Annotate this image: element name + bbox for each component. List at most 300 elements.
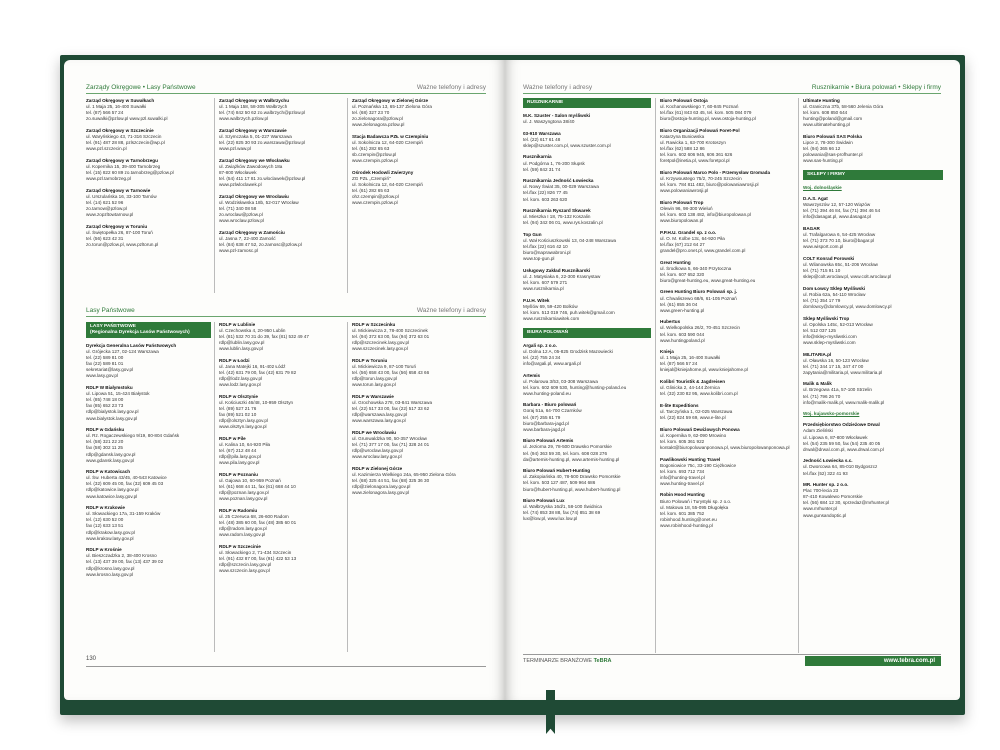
entry-line: tel. (71) 344 17 15, 347 47 00	[803, 363, 864, 369]
entry-title: RDLP w Krośnie	[86, 547, 122, 553]
column-divider	[347, 322, 348, 652]
directory-entry	[803, 256, 943, 280]
entry-line: Plac 700-lecia 23	[803, 488, 839, 494]
entry-line: ul. Kazimierza Wielkiego 24a, 65-950 Zielona Góra	[352, 471, 456, 477]
entry-line: ul. Mickiewicza 9, 87-100 Toruń	[352, 364, 417, 370]
column-divider	[798, 98, 799, 653]
entry-line: ul. Dolna 12 A, 05-825 Grodzisk Mazowiecki	[523, 348, 613, 354]
entry-title: Zarząd Okręgowy w Wałbrzychu	[219, 98, 290, 103]
entry-line: www.zielonagora.pzlow.pl	[352, 122, 405, 128]
entry-line: tel. kom. 603 138 482, info@biuropolowan.pl	[660, 212, 751, 217]
directory-entry	[86, 505, 211, 542]
entry-line: rdlp@szczecinek.lasy.gov.pl	[352, 340, 410, 346]
entry-line: fax (85) 652 23 73	[86, 403, 124, 409]
entry-line: ul. Podgórna 1, 76-200 Słupsk	[523, 160, 585, 166]
left-top-column-3	[352, 98, 487, 212]
entry-title: M.K. Szuster - Salon myśliwski	[523, 113, 591, 118]
entry-line: 87-800 Włocławek	[219, 169, 257, 175]
entry-line: tel. kom. 607 579 271	[523, 280, 568, 286]
entry-line: ul. Mieszka I 18, 75-132 Koszalin	[523, 214, 591, 220]
entry-line: kniejal@kniejahome.pl, www.kniejahome.pl	[660, 367, 748, 373]
entry-line: Olewin 96, 98-300 Wieluń	[660, 205, 713, 211]
entry-title: RDLP w Lublinie	[219, 322, 256, 327]
entry-line: tel. (12) 630 52 00	[86, 517, 124, 523]
entry-line: www.sas-hunting.pl	[803, 158, 843, 164]
right-footer-rule	[523, 654, 941, 655]
entry-line: tel. kom. 602 606 945, 606 361 626	[660, 152, 733, 158]
entry-line: tel. (32) 609 45 00, fax (32) 609 45 03	[86, 481, 164, 487]
column-divider	[214, 98, 215, 293]
entry-line: zo.zielonagora@pzlow.pl	[352, 116, 403, 122]
directory-entry	[523, 232, 651, 262]
entry-line: ul. Oławska 16, 50-123 Wrocław	[803, 357, 869, 363]
entry-line: ul. Dworcowa 64, 85-010 Bydgoszcz	[803, 464, 878, 470]
entry-line: ul. Zakopiańska 40, 78-500 Drawsko Pomorskie	[523, 474, 621, 480]
entry-line: tel. kom. 603 263 620	[523, 196, 568, 202]
entry-line: ul. Trafalgarowa 6, 54-425 Wrocław	[803, 232, 876, 237]
entry-line: ul. Szymczaka 5, 01-227 Warszawa	[219, 133, 292, 139]
footer-url: www.tebra.com.pl	[883, 658, 935, 664]
entry-line: tel. (58) 321 22 20	[86, 439, 124, 445]
entry-line: fax (58) 302 11 25	[86, 445, 123, 451]
directory-entry	[660, 457, 795, 487]
entry-line: tel. (87) 566 57 24	[660, 361, 698, 367]
entry-title: Usługowy Zakład Rusznikarski	[523, 267, 591, 273]
entry-line: www.top-gun.pl	[523, 256, 555, 262]
entry-title: Malik & Malik	[803, 381, 832, 387]
footer-url-bar	[805, 656, 941, 666]
entry-line: www.huntingpoland.pl	[660, 337, 705, 343]
entry-title: Argali sp. z o.o.	[523, 342, 557, 348]
entry-line: ul. Wilanowska 65c, 51-206 Wrocław	[803, 261, 878, 267]
entry-line: www.torun.lasy.gov.pl	[352, 382, 396, 388]
entry-line: tel. (22) 825 30 93 zo.warszawa@pzlow.pl	[219, 140, 306, 146]
entry-title: RDLP w Zielonej Górze	[352, 465, 403, 471]
directory-entry	[803, 286, 943, 310]
directory-entry	[523, 468, 651, 492]
entry-line: Goraj 51a, 64-700 Czarnków	[523, 408, 582, 414]
entry-line: tel. (54) 235 59 50, fax (54) 235 40 05	[803, 440, 881, 446]
entry-line: info@dasagat.pl, www.dasagat.pl	[803, 214, 871, 220]
directory-entry	[523, 113, 651, 125]
entry-line: ul. Kochanowskiego 7, 60-845 Poznań	[660, 104, 739, 110]
left-bottom-column-2	[219, 322, 344, 580]
entry-line: foretpol@inetia.pl, www.foretpol.pl	[660, 158, 730, 164]
directory-entry	[219, 98, 344, 122]
entry-title: Zarząd Okręgowy we Włocławku	[219, 157, 290, 163]
entry-line: tel. kom. 607 652 320	[660, 271, 705, 277]
entry-line: ul. Grójecka 127, 02-124 Warszawa	[86, 349, 159, 355]
directory-entry	[523, 343, 651, 367]
left-bottom-column-1-entries	[86, 343, 211, 578]
entry-line: www.poznan.lasy.gov.pl	[219, 496, 268, 502]
hunting-offices-entries	[803, 98, 943, 164]
entry-line: tel. (68) 327 23 70	[352, 110, 390, 116]
entry-line: tel. (22) 517 33 00, fax (22) 517 33 62	[352, 406, 430, 412]
entry-line: Lipce 2, 78-300 Świdwin	[803, 140, 853, 146]
entry-title: E-lite Expeditions	[660, 402, 699, 408]
entry-line: tel. kom. 513 019 746, puh.witek@gmail.com	[523, 309, 615, 315]
entry-line: www.wroclaw.lasy.gov.pl	[352, 454, 402, 460]
left-header-right: Ważne telefony i adresy	[416, 84, 486, 91]
entry-line: tel. (85) 748 18 00	[86, 397, 124, 403]
entry-title: D.A.S. Agat	[803, 196, 828, 202]
entry-title: RDLP we Wrocławiu	[352, 429, 396, 435]
entry-line: tel. 512 037 125	[803, 327, 836, 333]
directory-entry	[352, 170, 487, 207]
entry-line: tel. (67) 212 48 44	[219, 448, 257, 454]
directory-entry	[660, 170, 795, 194]
entry-title: Zarząd Okręgowy we Wrocławiu	[219, 193, 289, 199]
directory-entry	[803, 422, 943, 452]
entry-line: tel. kom. 601 385 752	[660, 510, 705, 516]
directory-entry	[86, 547, 211, 577]
entry-title: RDLP w Pile	[219, 436, 246, 441]
entry-title: RDLP w Olsztynie	[219, 393, 258, 399]
entry-line: www.zopzltowtarnow.pl	[86, 212, 134, 217]
section-title-lasy: Lasy Państwowe	[86, 307, 135, 314]
entry-line: biuro@barbara-jagd.pl	[523, 420, 569, 426]
entry-line: www.hunting-travel.pl	[660, 480, 704, 486]
entry-line: info@hunting-travel.pl	[660, 474, 705, 480]
entry-line: tel./fax (22) 826 77 45	[523, 190, 568, 196]
entry-line: rdlp@wroclaw.lasy.gov.pl	[352, 448, 403, 454]
entry-line: ul. Chwaliszewo 68/6, 61-105 Poznań	[660, 295, 737, 301]
entry-line: ul. Opolska 145c, 52-013 Wrocław	[803, 321, 873, 327]
entry-line: ul. Sokolnicza 12, 64-020 Czempiń	[352, 140, 423, 146]
entry-line: tel. (48) 385 60 00, fax (48) 385 60 01	[219, 520, 297, 526]
entry-line: ul. Rawicka 1, 63-700 Krotoszyn	[660, 140, 726, 146]
entry-line: ul. Rz. Rogaczewskiego 9/19, 80-804 Gdańsk	[86, 433, 180, 439]
entry-line: www.green-hunting.pl	[660, 307, 705, 313]
entry-line: lux@low.pl, www.lux.low.pl	[523, 516, 578, 522]
entry-title: Barbara - Biuro polowań	[523, 402, 577, 408]
entry-line: www.gunsandoptic.pl	[803, 512, 847, 518]
directory-entry	[803, 458, 943, 476]
entry-title: Stacja Badawcza PZŁ w Czempiniu	[352, 133, 429, 139]
entry-title: Green Hunting Biuro Polowań sp. j.	[660, 289, 738, 295]
entry-title: Pawlikowski Hunting Travel	[660, 456, 721, 462]
directory-entry	[523, 131, 651, 149]
entry-line: tel./fax (52) 322 41 93	[803, 470, 848, 476]
entry-title: Knieja	[660, 349, 674, 355]
entry-line: tel. (14) 621 52 96	[86, 199, 124, 205]
directory-entry	[86, 469, 211, 499]
entry-line: ul. Kalina 10, 64-920 Piła	[219, 442, 271, 448]
entry-line: tel. kom. 784 811 482, biuro@polowaniawrosji.pl	[660, 182, 759, 188]
box-label-2: (Regionalna Dyrekcja Lasów Państwowych)	[90, 330, 190, 335]
entry-line: 87-410 Kowalewo Pomorskie	[803, 494, 863, 500]
entry-line: ul. Lipowa 6, 87-800 Włocławek	[803, 434, 868, 440]
entry-line: tel. (71) 354 17 79	[803, 297, 841, 303]
entry-line: tel. (54) 411 17 81 zo.wloclawek@pzlow.pl	[219, 176, 306, 182]
entry-line: ul. Krzywoustego 75/2, 70-245 Szczecin	[660, 176, 742, 182]
rusznikarnie-box: RUSZNIKARNIE	[523, 98, 651, 108]
entry-title: Zarząd Okręgowy w Zielonej Górze	[352, 98, 429, 103]
entry-title: Zarząd Okręgowy w Tarnobrzegu	[86, 157, 158, 163]
entry-line: biuro@ostoja-hunting.pl, www.ostoja-hunting.pl	[660, 116, 756, 122]
right-header-left: Ważne telefony i adresy	[523, 84, 593, 91]
directory-entry	[352, 98, 487, 128]
entry-line: rdlp@warszawa.lasy.gov.pl	[352, 412, 408, 418]
entry-line: tel. (91) 487 28 88, pzlszczecin@wp.pl	[86, 140, 165, 146]
publisher-footer	[523, 658, 612, 664]
entry-line: tel. (94) 342 06 01, www.rys.koszalin.pl	[523, 220, 603, 226]
entry-title: MR. Hunter sp. z o.o.	[803, 482, 849, 488]
entry-line: Myślów 69, 59-420 Bolków	[523, 303, 578, 309]
entry-line: rdlp@gdansk.lasy.gov.pl	[86, 451, 136, 457]
entry-line: robinhood.hunting@onet.eu	[660, 516, 717, 522]
right-header	[523, 83, 941, 93]
entry-title: Great Hunting	[660, 259, 691, 265]
directory-entry	[352, 134, 487, 164]
entry-line: tel. (71) 373 70 10, biuro@bagar.pl	[803, 238, 875, 244]
entry-line: tel. (61) 855 36 04	[660, 301, 698, 307]
entry-line: info@argali.pl, www.argali.pl	[523, 360, 581, 366]
entry-line: tel. (59) 842 31 74	[523, 166, 561, 172]
directory-entry	[523, 298, 651, 322]
entry-title: Biuro Polowań Ostoja	[660, 98, 708, 103]
entry-line: tel. (22) 755 24 34	[523, 354, 561, 360]
entry-line: www.olsztyn.lasy.gov.pl	[219, 424, 267, 430]
entry-line: tel. (61) 282 65 63	[352, 146, 390, 152]
entry-line: biuro@naprawabroni.pl	[523, 250, 571, 256]
entry-line: www.katowice.lasy.gov.pl	[86, 493, 138, 499]
entry-line: www.czempin.pzlow.pl	[352, 158, 398, 164]
entry-line: ul. Kopernika 15, 39-400 Tarnobrzeg	[86, 163, 161, 169]
directory-entry	[523, 154, 651, 172]
entry-line: ul. Jana Matejki 16, 91-402 Łódź	[219, 364, 286, 370]
entry-line: tel. (91) 432 87 00, fax (91) 422 53 13	[219, 556, 297, 562]
directory-entry	[660, 427, 795, 451]
directory-entry	[523, 268, 651, 292]
region-dolnoslaskie: Woj. dolnośląskie	[803, 184, 842, 190]
entry-line: biuro@hubert-hunting.pl, www.hubert-hunting.pl	[523, 486, 621, 492]
entry-title: Biuro Organizacji Polowań Foret-Pol	[660, 127, 740, 133]
kujawsko-pomorskie-entries	[803, 422, 943, 518]
directory-entry	[803, 316, 943, 346]
entry-line: tel./fax (22) 616 42 10	[523, 244, 568, 250]
entry-line: domlowcy@domlowcy.pl, www.domlowcy.pl	[803, 303, 892, 309]
entry-line: ZG PZŁ „Czempiń"	[352, 176, 391, 182]
directory-entry	[660, 349, 795, 373]
entry-line: www.ultimatehunting.pl	[803, 122, 850, 128]
right-column-3	[803, 98, 943, 524]
entry-line: ul. 1 Maja 158, 58-305 Wałbrzych	[219, 104, 288, 110]
left-bottom-column-3	[352, 322, 492, 502]
entry-line: www.bialystok.lasy.gov.pl	[86, 415, 138, 421]
sklepy-i-firmy-box: SKLEPY I FIRMY	[803, 170, 943, 180]
directory-entry	[352, 322, 492, 352]
right-header-title: Rusznikarnie • Biura polowań • Sklepy i firmy	[811, 84, 941, 91]
column-divider	[655, 98, 656, 653]
biura-polowan-box: BIURA POLOWAŃ	[523, 328, 651, 338]
entry-line: Bogoniowice 75c, 33-190 Ciężkowice	[660, 462, 737, 468]
left-header	[86, 83, 486, 93]
entry-title: Ultimate Hunting	[803, 98, 840, 103]
left-page	[64, 60, 505, 700]
dolnoslaskie-entries	[803, 196, 943, 406]
entry-line: www.sklep-mysliwski.com	[803, 339, 856, 345]
entry-line: tel. kom. 602 609 530, hunting@hunting-poland.eu	[523, 384, 627, 390]
entry-title: Zarząd Okręgowy w Suwałkach	[86, 98, 155, 103]
entry-line: ul. Glinicka 2, 44-144 Żernica	[660, 385, 720, 391]
entry-line: tel./fax (62) 588 12 86	[660, 146, 705, 152]
entry-title: Biuro Polowań Trop	[660, 199, 704, 205]
entry-line: ul. Czechowska 4, 20-950 Lublin	[219, 328, 286, 334]
directory-entry	[803, 98, 943, 128]
entry-line: ul. Jeziorna 29, 78-500 Drawsko Pomorskie	[523, 444, 612, 450]
entry-line: ul. Polarowa 3/53, 03-308 Warszawa	[523, 378, 598, 384]
column-divider	[347, 98, 348, 293]
entry-line: tel. (67) 255 61 79	[523, 414, 561, 420]
entry-line: www.polowaniawrosji.pl	[660, 188, 709, 194]
entry-line: www.radom.lasy.gov.pl	[219, 532, 266, 538]
entry-line: www.lodz.lasy.gov.pl	[219, 382, 261, 388]
directory-entry	[660, 260, 795, 284]
entry-line: ul. Robia 62a, 54-110 Wrocław	[803, 291, 866, 297]
entry-title: Jedność Łowiecka s.c.	[803, 458, 853, 464]
entry-line: ul. Wałbrzyska 16d/1, 58-100 Świdnica	[523, 504, 602, 510]
entry-line: www.zielonagora.lasy.gov.pl	[352, 490, 410, 496]
entry-line: rdlp@olsztyn.lasy.gov.pl	[219, 418, 268, 424]
entry-title: Hubertus	[660, 319, 681, 325]
entry-title: Kolibri Touristik & Jagdreisen	[660, 379, 726, 385]
entry-title: RDLP w Gdańsku	[86, 427, 125, 433]
entry-line: tel. (68) 325 44 51, fax (68) 325 36 30	[352, 478, 430, 484]
entry-line: www.szczecin.lasy.gov.pl	[219, 568, 270, 574]
entry-line: rdlp@bialystok.lasy.gov.pl	[86, 409, 139, 415]
directory-entry	[523, 373, 651, 397]
entry-line: tel. (74) 842 50 62 zo.walbrzych@pzlow.pl	[219, 110, 306, 116]
entry-title: Biuro Polowań SAS Polska	[803, 133, 862, 139]
directory-entry	[523, 498, 651, 522]
entry-line: www.rusznikarnia.pl	[523, 286, 564, 292]
entry-title: P.U.H. Witek	[523, 297, 550, 303]
entry-title: Rusznikarnia	[523, 154, 552, 160]
directory-entry	[219, 508, 344, 538]
directory-entry	[523, 208, 651, 226]
entry-line: tel. (81) 532 70 31 do 39, fax (81) 532 49 47	[219, 334, 309, 340]
entry-line: fax (12) 633 13 51	[86, 523, 124, 529]
entry-line: tel. kom. 503 127 487, 509 964 686	[523, 480, 596, 486]
entry-line: www.lublin.lasy.gov.pl	[219, 346, 263, 352]
entry-line: biuro@great-hunting.eu, www.great-hunting.eu	[660, 277, 756, 283]
entry-title: Biuro Polowań Dewiżowych Ponowa	[660, 426, 740, 432]
directory-entry	[219, 358, 344, 388]
entry-title: MILITARIA.pl	[803, 351, 832, 357]
directory-entry	[219, 544, 344, 574]
entry-line: rdlp@szczecin.lasy.gov.pl	[219, 562, 272, 568]
directory-entry	[803, 482, 943, 519]
entry-line: sb.czempin@pzlow.pl	[352, 152, 397, 158]
entry-line: ul. Kościuszki 46/48, 10-959 Olsztyn	[219, 400, 294, 406]
entry-line: Wawrzyszów 12, 57-120 Wiązów	[803, 202, 871, 208]
directory-entry	[660, 200, 795, 224]
section-right-label: Ważne telefony i adresy	[416, 307, 486, 314]
entry-line: ul. Tarczyńska 1, 02-025 Warszawa	[660, 408, 733, 414]
section-rule	[86, 316, 486, 317]
entry-line: ul. Poznańska 13, 65-137 Zielona Góra	[352, 104, 432, 110]
right-page	[505, 60, 960, 700]
directory-entry	[803, 226, 943, 250]
directory-entry	[219, 128, 344, 152]
entry-line: rdlp@katowice.lasy.gov.pl	[86, 487, 139, 493]
entry-line: zo.suwalki@pzlow.pl www.pzl.suwalki.pl	[86, 116, 168, 122]
entry-line: rdlp@torun.lasy.gov.pl	[352, 376, 398, 382]
entry-line: www.krakow.lasy.gov.pl	[86, 535, 134, 541]
section-header-lasy	[86, 306, 486, 316]
entry-title: Rusznikarnia Ryszard Skwarek	[523, 208, 591, 214]
entry-line: ul. Waryńskiego 43, 71-316 Szczecin	[86, 133, 162, 139]
entry-title: Dyrekcja Generalna Lasów Państwowych	[86, 343, 177, 348]
entry-line: ul. Lipowa 51, 15-424 Białystok	[86, 391, 150, 397]
directory-entry	[803, 381, 943, 405]
entry-line: tel. (61) 668 44 11, fax (61) 668 44 10	[219, 484, 296, 490]
entry-line: www.barbara-jagd.pl	[523, 426, 565, 432]
entry-line: sekretariat@lasy.gov.pl	[86, 367, 134, 373]
directory-entry	[86, 158, 211, 182]
entry-line: ul. Mickiewicza 2, 78-400 Szczecinek	[352, 328, 428, 334]
entry-line: www.gdansk.lasy.gov.pl	[86, 457, 135, 463]
entry-line: www.robinhood-hunting.pl	[660, 522, 713, 528]
entry-title: Zarząd Okręgowy w Warszawie	[219, 127, 287, 133]
entry-line: www.warszawa.lasy.gov.pl	[352, 418, 406, 424]
entry-line: www.lasy.gov.pl	[86, 373, 118, 379]
rusznikarnie-entries	[523, 113, 651, 322]
entry-title: Biuro Polowań Hubert-Hunting	[523, 468, 591, 474]
entry-line: ul. Słowackiego 2, 71-434 Szczecin	[219, 550, 292, 555]
directory-entry	[660, 230, 795, 254]
directory-entry	[219, 230, 344, 254]
directory-entry	[803, 196, 943, 220]
entry-title: COLT Konrad Porowski	[803, 255, 855, 261]
entry-line: tel. (22) 589 81 00	[86, 355, 124, 361]
entry-line: ul. O. M. Kolbe 13c, 64-920 Piła	[660, 235, 725, 241]
entry-line: www.czempin.pzlow.pl	[352, 200, 398, 206]
entry-title: RDLP w Krakowie	[86, 505, 125, 511]
entry-title: RDLP w Szczecinie	[219, 543, 261, 549]
entry-line: www.pzl.tarnobrzeg.pl	[86, 176, 131, 182]
entry-title: Top Gun	[523, 231, 542, 237]
directory-entry	[352, 430, 492, 460]
directory-entry	[803, 134, 943, 164]
directory-entry	[86, 224, 211, 248]
entry-title: RDLP w Szczecinku	[352, 322, 396, 327]
directory-entry	[660, 379, 795, 397]
entry-line: ul. Gajowa 10, 60-959 Poznań	[219, 478, 281, 484]
entry-line: tel. (71) 340 08 58	[219, 205, 257, 211]
entry-title: RDLP w Radomiu	[219, 507, 258, 513]
entry-line: www.szczecinek.lasy.gov.pl	[352, 346, 408, 352]
entry-line: www.pzl.szczecin.pl	[86, 146, 127, 152]
directory-entry	[86, 343, 211, 380]
entry-line: tel. (71) 796 26 70	[803, 393, 841, 399]
left-header-title: Zarządy Okręgowe • Lasy Państwowe	[86, 84, 196, 91]
box-label-1: LASY PAŃSTWOWE	[90, 324, 136, 329]
directory-entry	[219, 322, 344, 352]
entry-line: tel. (32) 230 82 95, www.kolibri.com.pl	[660, 391, 738, 397]
entry-line: rdlp@lodz.lasy.gov.pl	[219, 376, 263, 382]
entry-title: Zarząd Okręgowy w Toruniu	[86, 223, 148, 229]
entry-line: tel. (84) 638 47 52, zo.zamosc@pzlow.pl	[219, 241, 302, 247]
entry-line: zo.wroclaw@pzlow.pl	[219, 212, 263, 217]
entry-line: ul. Środkowa 5, 66-340 Przytoczna	[660, 265, 732, 271]
entry-line: tel. (94) 363 59 30, tel. kom. 608 028 276	[523, 450, 608, 456]
directory-entry	[86, 128, 211, 152]
entry-line: drwal@drwal.com.pl, www.drwal.com.pl	[803, 446, 884, 452]
entry-line: ul. Bieszczadzka 2, 38-400 Krosno	[86, 553, 157, 559]
